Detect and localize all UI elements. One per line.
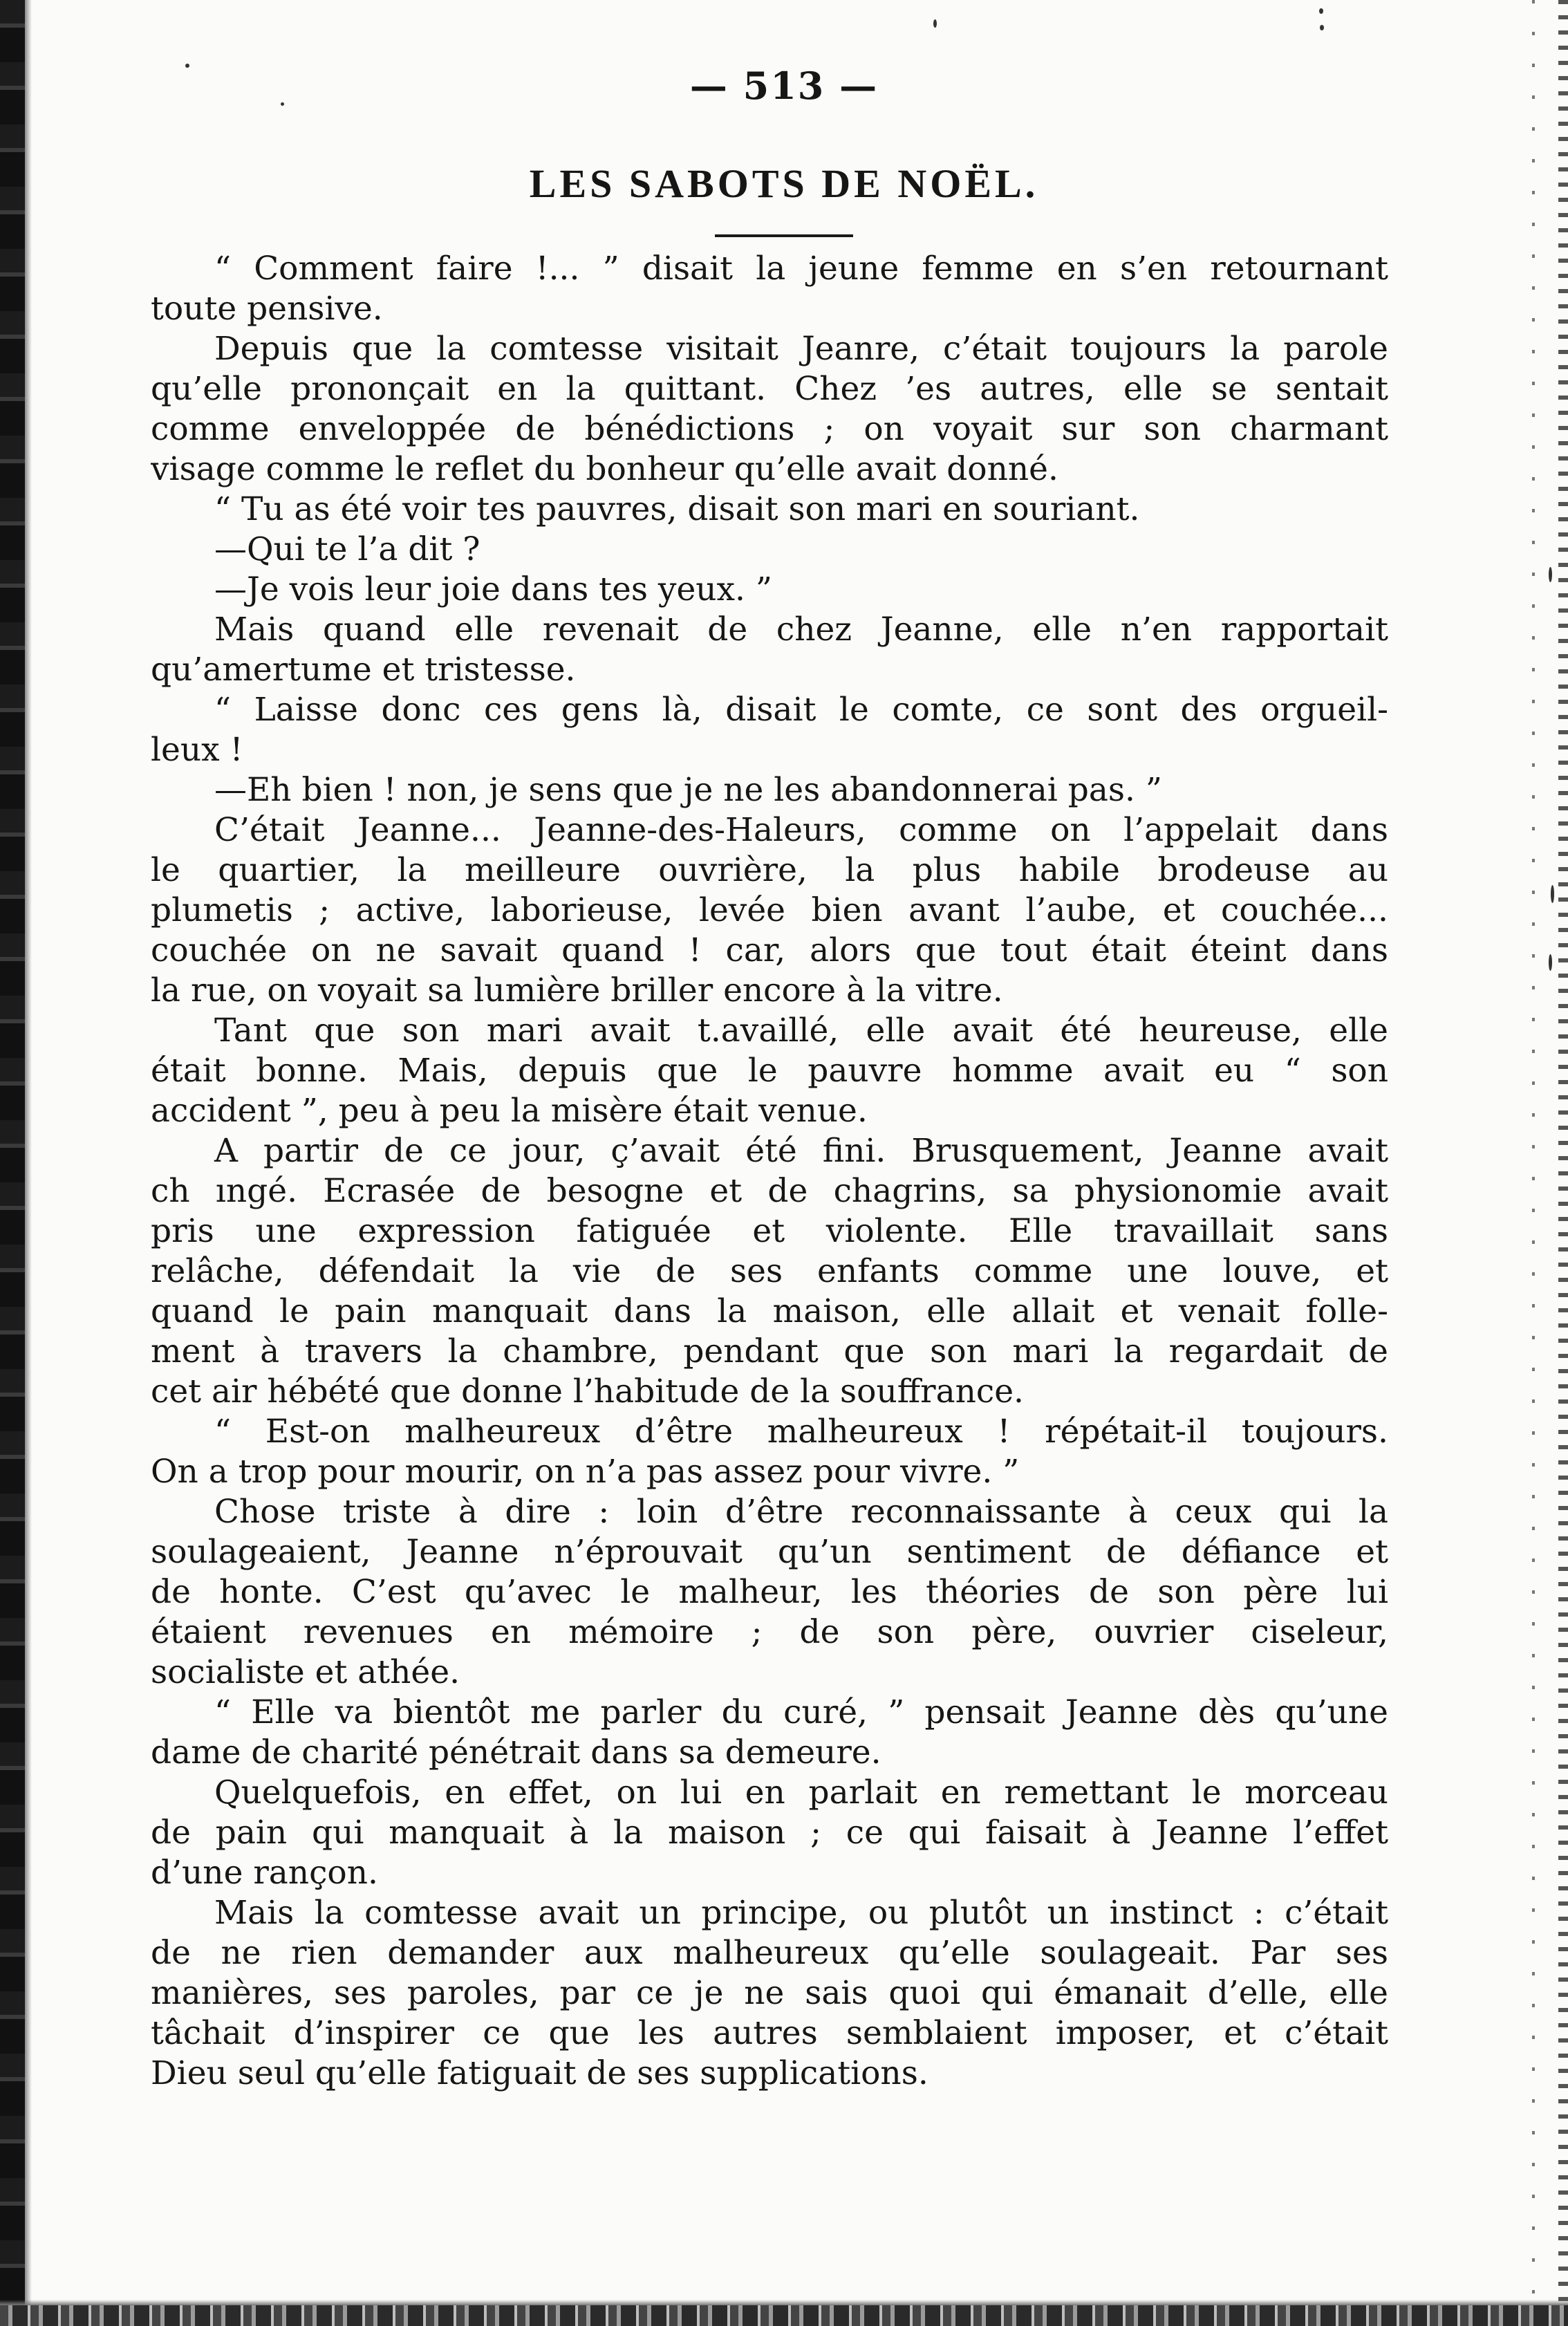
text-line: plumetis ; active, laborieuse, levée bien avant l’aube, et couchée... [151, 891, 1388, 929]
text-line: ch ıngé. Ecrasée de besogne et de chagrins, sa physionomie avait [151, 1172, 1388, 1210]
text-line: Depuis que la comtesse visitait Jeanre, c’était toujours la parole [214, 330, 1388, 368]
text-line: leux ! [151, 731, 243, 769]
text-line: cet air hébété que donne l’habitude de la souffrance. [151, 1373, 1024, 1411]
text-line: dame de charité pénétrait dans sa demeure. [151, 1733, 881, 1771]
text-line: comme enveloppée de bénédictions ; on voyait sur son charmant [151, 410, 1388, 448]
page-bottom-edge [0, 2305, 1568, 2326]
text-line: “ Laisse donc ces gens là, disait le comte, ce sont des orgueil- [214, 691, 1388, 729]
text-line: “ Tu as été voir tes pauvres, disait son mari en souriant. [214, 490, 1140, 528]
text-line: toute pensive. [151, 290, 383, 328]
text-line: couchée on ne savait quand ! car, alors que tout était éteint dans [151, 931, 1388, 969]
page-number: — 513 — [689, 64, 879, 108]
scan-speck [1319, 8, 1323, 14]
scan-speck [185, 64, 189, 68]
text-line: Mais la comtesse avait un principe, ou plutôt un instinct : c’était [214, 1894, 1388, 1932]
book-binding-edge [0, 0, 25, 2326]
scan-speck [1320, 25, 1324, 30]
text-line: Mais quand elle revenait de chez Jeanne, elle n’en rapportait [214, 611, 1388, 649]
chapter-title: LES SABOTS DE NOËL. [529, 161, 1039, 206]
text-line: qu’amertume et tristesse. [151, 651, 576, 689]
text-line: A partir de ce jour, ç’avait été fini. Brusquement, Jeanne avait [214, 1132, 1388, 1170]
page-right-edge [1558, 0, 1568, 2326]
text-line: C’était Jeanne... Jeanne-des-Haleurs, comme on l’appelait dans [214, 811, 1388, 849]
text-line: la rue, on voyait sa lumière briller encore à la vitre. [151, 971, 1003, 1010]
text-line: ment à travers la chambre, pendant que son mari la regardait de [151, 1332, 1388, 1370]
text-line: soulageaient, Jeanne n’éprouvait qu’un sentiment de défiance et [151, 1533, 1388, 1571]
text-line: —Je vois leur joie dans tes yeux. ” [214, 570, 772, 608]
text-line: relâche, défendait la vie de ses enfants comme une louve, et [151, 1252, 1388, 1290]
page-right-edge-marks [1532, 0, 1535, 2326]
text-line: de honte. C’est qu’avec le malheur, les théories de son père lui [151, 1573, 1388, 1611]
title-rule [715, 234, 853, 237]
text-line: visage comme le reflet du bonheur qu’elle avait donné. [151, 450, 1058, 488]
text-line: —Eh bien ! non, je sens que je ne les abandonnerai pas. ” [214, 771, 1162, 809]
scan-speck [281, 102, 284, 106]
text-line: de pain qui manquait à la maison ; ce qui faisait à Jeanne l’effet [151, 1814, 1388, 1852]
text-line: d’une rançon. [151, 1854, 378, 1892]
text-line: de ne rien demander aux malheureux qu’elle soulageait. Par ses [151, 1934, 1388, 1972]
text-line: socialiste et athée. [151, 1653, 460, 1691]
text-line: Dieu seul qu’elle fatiguait de ses supplications. [151, 2054, 928, 2092]
scan-speck [1551, 885, 1554, 903]
text-line: qu’elle prononçait en la quittant. Chez ’es autres, elle se sentait [151, 370, 1388, 408]
scan-speck [933, 19, 937, 28]
text-line: le quartier, la meilleure ouvrière, la plus habile brodeuse au [151, 851, 1388, 889]
text-line: tâchait d’inspirer ce que les autres semblaient imposer, et c’était [151, 2014, 1388, 2052]
text-line: accident ”, peu à peu la misère était venue. [151, 1092, 868, 1130]
text-line: “ Est-on malheureux d’être malheureux ! répétait-il toujours. [214, 1413, 1388, 1451]
text-line: “ Comment faire !... ” disait la jeune femme en s’en retournant [214, 250, 1388, 288]
text-line: Tant que son mari avait t.availlé, elle avait été heureuse, elle [214, 1012, 1388, 1050]
text-line: On a trop pour mourir, on n’a pas assez pour vivre. ” [151, 1453, 1020, 1491]
text-line: Chose triste à dire : loin d’être reconnaissante à ceux qui la [214, 1493, 1388, 1531]
text-line: —Qui te l’a dit ? [214, 530, 480, 568]
text-line: “ Elle va bientôt me parler du curé, ” pensait Jeanne dès qu’une [214, 1693, 1388, 1731]
body-text [151, 249, 1388, 2094]
scan-speck [1549, 567, 1552, 582]
text-line: Quelquefois, en effet, on lui en parlait en remettant le morceau [214, 1774, 1388, 1812]
text-line: pris une expression fatiguée et violente. Elle travaillait sans [151, 1212, 1388, 1250]
text-line: manières, ses paroles, par ce je ne sais quoi qui émanait d’elle, elle [151, 1974, 1388, 2012]
text-line: était bonne. Mais, depuis que le pauvre homme avait eu “ son [151, 1052, 1388, 1090]
text-line: étaient revenues en mémoire ; de son père, ouvrier ciseleur, [151, 1613, 1388, 1651]
scan-speck [1549, 954, 1552, 971]
bottom-shadow [0, 2300, 1568, 2305]
binding-shadow [25, 0, 32, 2326]
text-line: quand le pain manquait dans la maison, elle allait et venait folle- [151, 1292, 1388, 1330]
